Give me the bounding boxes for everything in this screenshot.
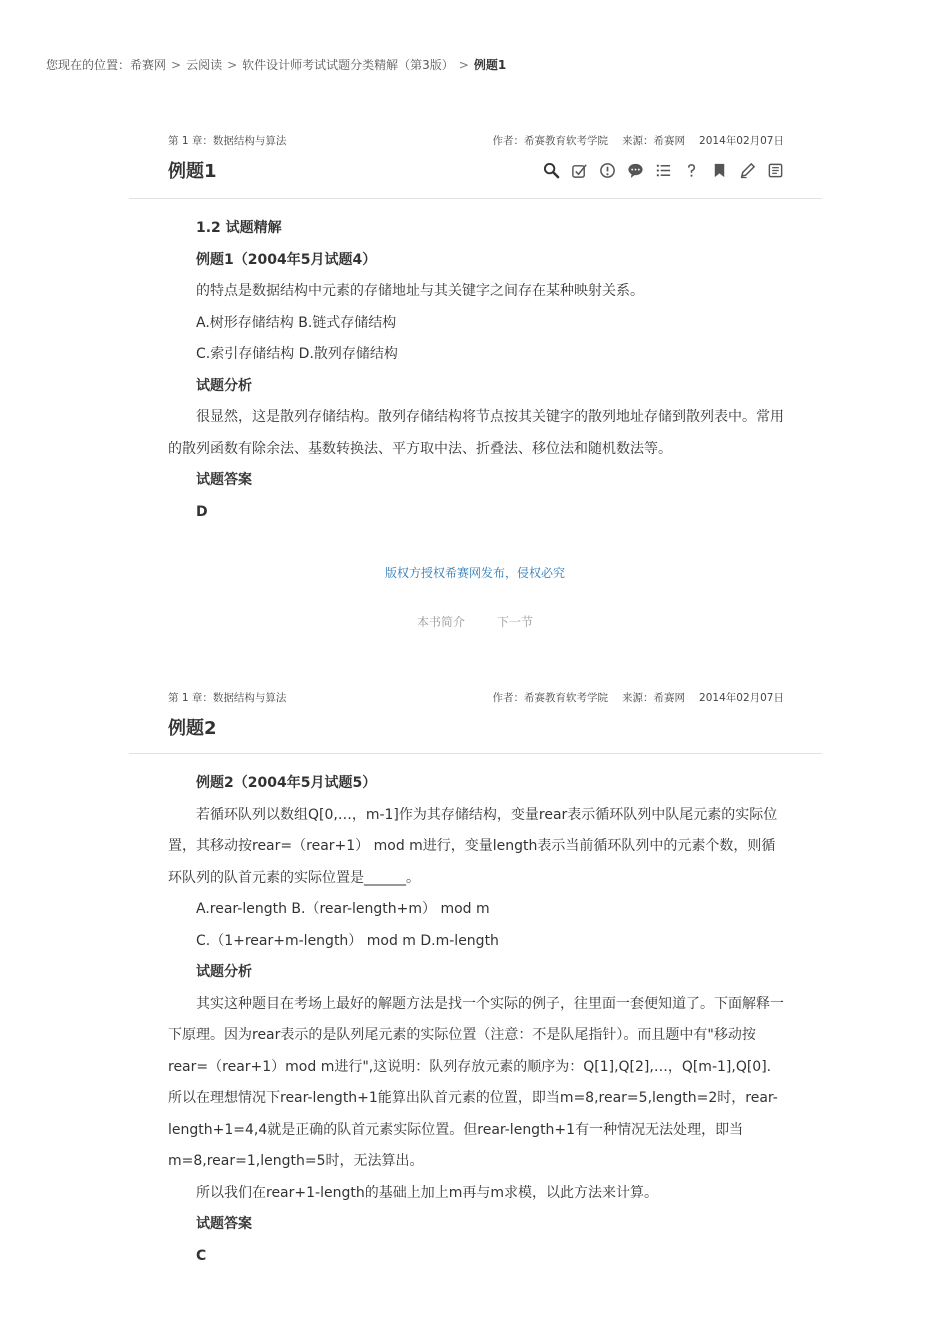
check-note-button[interactable] [570, 161, 588, 179]
answer-heading: 试题答案 [196, 472, 252, 488]
bookmark-button[interactable] [710, 161, 728, 179]
breadcrumb-home[interactable]: 您现在的位置：希赛网 [46, 58, 167, 72]
alert-icon [599, 162, 616, 179]
search-button[interactable] [542, 161, 560, 179]
analysis-heading: 试题分析 [196, 377, 252, 394]
help-icon [683, 162, 700, 179]
chapter-label: 第 1 章：数据结构与算法 [168, 135, 287, 147]
breadcrumb-item-cloud-reading[interactable]: 云阅读 [186, 58, 223, 72]
breadcrumb-separator: > [227, 58, 238, 72]
answer-value: C [196, 1247, 207, 1264]
analysis-text-continued: 所以我们在rear+1-length的基础上加上m再与m求模，以此方法来计算。 [196, 1184, 658, 1201]
copyright-notice: 版权方授权希赛网发布，侵权必究 [384, 566, 565, 580]
answer-heading: 试题答案 [196, 1216, 252, 1232]
breadcrumb [46, 56, 506, 73]
breadcrumb-separator: > [458, 58, 469, 72]
analysis-text: 其实这种题目在考场上最好的解题方法是找一个实际的例子，往里面一套便知道了。下面解释一下原理。因为rear表示的是队列尾元素的实际位置（注意：不是队尾指针）。而且题中有"移动按rear=（rear+1）mod m进行",这说明：队列存放元素的顺序为：Q[1],Q[2],…，Q[m-1],Q[0].所以在理想情况下rear-length+1能算出队首元素的位置，即当m=8,rear=5,length=2时，rear-length+1=4,4就是正确的队首元素实际位置。但rear-length+1有一种情况无法处理，即当m=8,rear=1,length=5时，无法算出。 [168, 995, 784, 1169]
notes-icon [767, 162, 784, 179]
article-info [479, 690, 784, 705]
breadcrumb-current: 例题1 [473, 58, 507, 72]
pencil-icon [739, 162, 756, 179]
notes-button[interactable] [766, 161, 784, 179]
source-label: 来源：希赛网 [622, 135, 686, 147]
article-info [479, 133, 784, 148]
edit-button[interactable] [738, 161, 756, 179]
check-note-icon [571, 162, 588, 179]
breadcrumb-separator: > [171, 58, 182, 72]
author-label: 作者：希赛教育软考学院 [492, 692, 609, 704]
question-text: 若循环队列以数组Q[0,…，m-1]作为其存储结构，变量rear表示循环队列中队尾元素的实际位置，其移动按rear=（rear+1） mod m进行，变量length表示当前循环队列中的元素个数，则循环队列的队首元素的实际位置是______。 [168, 806, 778, 886]
bookmark-icon [711, 162, 728, 179]
question-text: 的特点是数据结构中元素的存储地址与其关键字之间存在某种映射关系。 [196, 283, 644, 299]
article-toolbar [542, 161, 784, 179]
pager [0, 613, 950, 630]
alert-button[interactable] [598, 161, 616, 179]
article-meta [168, 133, 784, 149]
article-body [168, 768, 784, 1272]
divider [129, 753, 822, 754]
options-ab: A.树形存储结构 B.链式存储结构 [196, 314, 397, 331]
article-meta [168, 690, 784, 706]
options-cd: C.（1+rear+m-length） mod m D.m-length [196, 932, 499, 949]
comment-icon [627, 162, 644, 179]
section-heading: 1.2 试题精解 [196, 220, 282, 236]
search-icon [543, 162, 560, 179]
date-label: 2014年02月07日 [699, 135, 784, 147]
help-button[interactable] [682, 161, 700, 179]
article-title: 例题2 [168, 718, 217, 739]
analysis-text: 很显然，这是散列存储结构。散列存储结构将节点按其关键字的散列地址存储到散列表中。常用的散列函数有除余法、基数转换法、平方取中法、折叠法、移位法和随机数法等。 [168, 409, 784, 457]
author-label: 作者：希赛教育软考学院 [492, 135, 609, 147]
answer-value: D [196, 503, 208, 520]
list-button[interactable] [654, 161, 672, 179]
next-link[interactable]: 下一节 [497, 615, 534, 629]
comment-button[interactable] [626, 161, 644, 179]
chapter-label: 第 1 章：数据结构与算法 [168, 692, 287, 704]
question-heading: 例题2（2004年5月试题5） [196, 775, 377, 791]
source-label: 来源：希赛网 [622, 692, 686, 704]
options-cd: C.索引存储结构 D.散列存储结构 [196, 346, 398, 362]
question-heading: 例题1（2004年5月试题4） [196, 251, 377, 268]
analysis-heading: 试题分析 [196, 964, 252, 980]
date-label: 2014年02月07日 [699, 692, 784, 704]
options-ab: A.rear-length B.（rear-length+m） mod m [196, 901, 490, 917]
breadcrumb-item-book[interactable]: 软件设计师考试试题分类精解（第3版） [242, 58, 454, 72]
prev-link[interactable]: 本书简介 [416, 615, 465, 629]
list-icon [655, 162, 672, 179]
divider [129, 198, 822, 199]
article-body [168, 213, 784, 528]
page-title: 例题1 [168, 161, 217, 182]
